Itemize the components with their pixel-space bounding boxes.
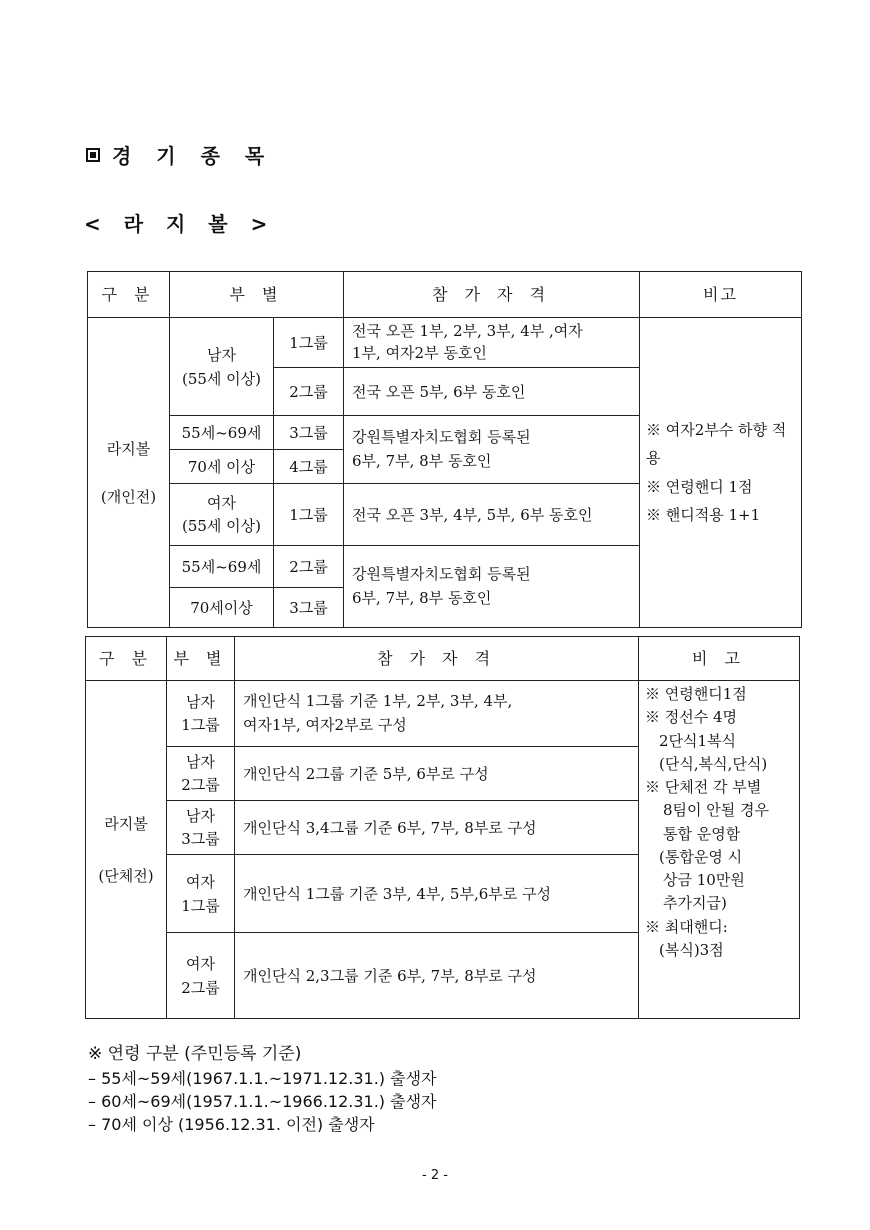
header-category: 구 분 — [86, 637, 167, 681]
header-eligibility: 참 가 자 격 — [235, 637, 639, 681]
eligibility-cell: 전국 오픈 3부, 4부, 5부, 6부 동호인 — [344, 484, 640, 546]
division-cell: 남자 1그룹 — [167, 681, 235, 747]
eligibility-cell: 개인단식 2,3그룹 기준 6부, 7부, 8부로 구성 — [235, 933, 639, 1019]
eligibility-cell: 개인단식 1그룹 기준 1부, 2부, 3부, 4부, 여자1부, 여자2부로 구성 — [235, 681, 639, 747]
table-row — [88, 318, 802, 368]
table-row — [86, 681, 800, 747]
table-header-row — [88, 272, 802, 318]
header-eligibility: 참 가 자 격 — [344, 272, 640, 318]
group-cell: 3그룹 — [274, 416, 344, 450]
group-cell: 2그룹 — [274, 368, 344, 416]
age-cell: 70세 이상 — [170, 450, 274, 484]
category-cell: 라지볼 (개인전) — [88, 318, 170, 628]
eligibility-cell: 개인단식 2그룹 기준 5부, 6부로 구성 — [235, 747, 639, 801]
age-notes-title: ※ 연령 구분 (주민등록 기준) — [88, 1044, 302, 1064]
header-division: 부 별 — [167, 637, 235, 681]
eligibility-cell: 강원특별자치도협회 등록된 6부, 7부, 8부 동호인 — [344, 416, 640, 484]
subtitle: < 라 지 볼 > — [84, 212, 276, 236]
division-cell: 여자 1그룹 — [167, 855, 235, 933]
header-category: 구 분 — [88, 272, 170, 318]
individual-table — [87, 271, 802, 628]
age-note-item: – 60세~69세(1957.1.1.~1966.12.31.) 출생자 — [88, 1091, 437, 1111]
age-cell: 55세~69세 — [170, 546, 274, 588]
division-cell: 남자 2그룹 — [167, 747, 235, 801]
group-cell: 1그룹 — [274, 318, 344, 368]
group-cell: 1그룹 — [274, 484, 344, 546]
section-title: 경 기 종 목 — [112, 144, 274, 168]
men-division-cell: 남자 (55세 이상) — [170, 318, 274, 416]
eligibility-cell: 전국 오픈 5부, 6부 동호인 — [344, 368, 640, 416]
group-cell: 2그룹 — [274, 546, 344, 588]
eligibility-cell: 전국 오픈 1부, 2부, 3부, 4부 ,여자 1부, 여자2부 동호인 — [344, 318, 640, 368]
age-cell: 55세~69세 — [170, 416, 274, 450]
page-number: - 2 - — [422, 1168, 448, 1183]
header-division: 부 별 — [170, 272, 344, 318]
filled-square-icon — [86, 148, 100, 162]
group-cell: 3그룹 — [274, 588, 344, 628]
age-cell: 70세이상 — [170, 588, 274, 628]
eligibility-cell: 강원특별자치도협회 등록된 6부, 7부, 8부 동호인 — [344, 546, 640, 628]
women-division-cell: 여자 (55세 이상) — [170, 484, 274, 546]
team-table — [85, 636, 800, 1019]
group-cell: 4그룹 — [274, 450, 344, 484]
header-remarks: 비고 — [640, 272, 802, 318]
category-cell: 라지볼 (단체전) — [86, 681, 167, 1019]
remarks-cell: ※ 연령핸디1점 ※ 정선수 4명 2단식1복식 (단식,복식,단식) ※ 단체전 각 부별 8팀이 안될 경우 통합 운영함 (통합운영 시 상금 10만원 추가지급) ※ 최대핸디: (복식)3점 — [639, 681, 800, 1019]
age-note-item: – 55세~59세(1967.1.1.~1971.12.31.) 출생자 — [88, 1068, 437, 1088]
remarks-cell: ※ 여자2부수 하향 적 용 ※ 연령핸디 1점 ※ 핸디적용 1+1 — [640, 318, 802, 628]
table-header-row — [86, 637, 800, 681]
age-notes — [88, 1042, 437, 1136]
division-cell: 여자 2그룹 — [167, 933, 235, 1019]
age-note-item: – 70세 이상 (1956.12.31. 이전) 출생자 — [88, 1115, 375, 1135]
header-remarks: 비 고 — [639, 637, 800, 681]
section-heading — [86, 140, 273, 169]
eligibility-cell: 개인단식 3,4그룹 기준 6부, 7부, 8부로 구성 — [235, 801, 639, 855]
eligibility-cell: 개인단식 1그룹 기준 3부, 4부, 5부,6부로 구성 — [235, 855, 639, 933]
division-cell: 남자 3그룹 — [167, 801, 235, 855]
